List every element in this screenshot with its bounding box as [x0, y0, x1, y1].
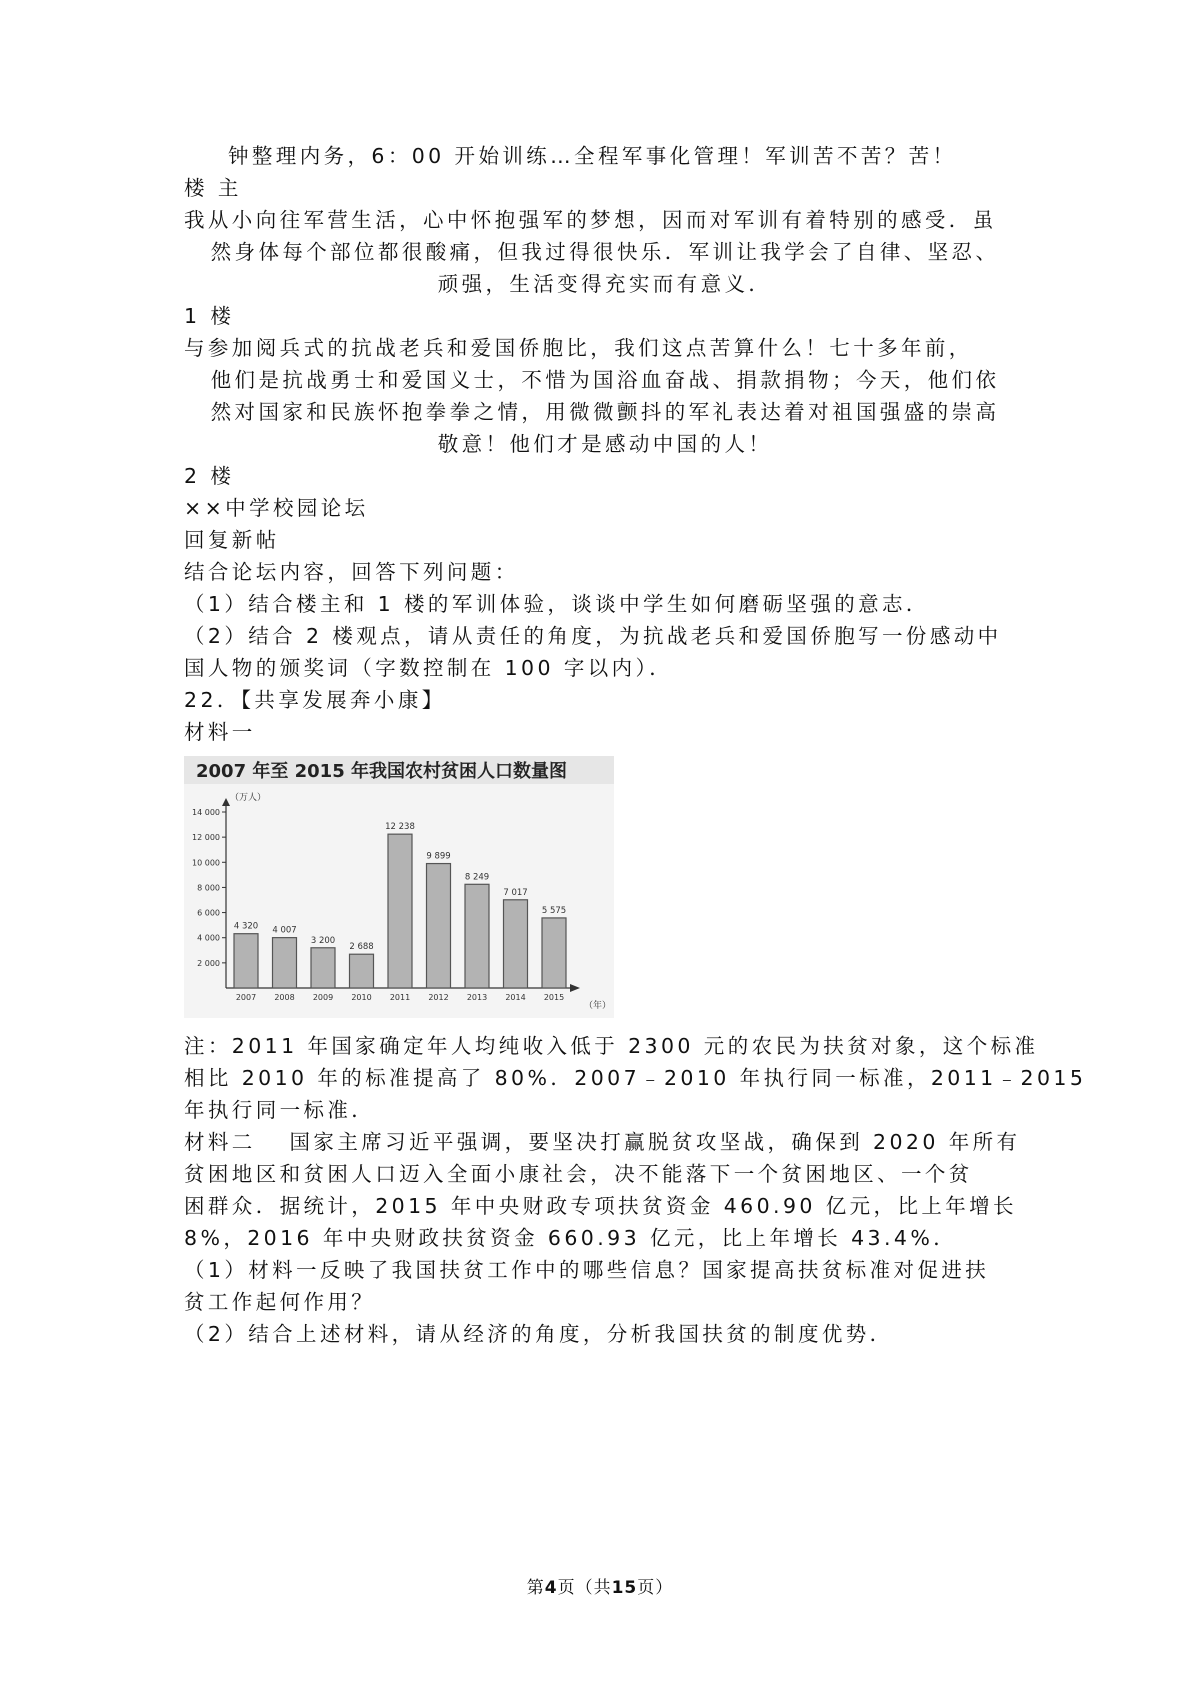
text-line: 与参加阅兵式的抗战老兵和爱国侨胞比，我们这点苦算什么！七十多年前，	[184, 336, 973, 360]
text-line: 回复新帖	[184, 528, 280, 552]
footer-total-pages: 15	[611, 1578, 638, 1598]
x-tick-label: 2011	[389, 993, 411, 1002]
page-footer	[0, 1573, 1200, 1598]
text-line: 注：2011 年国家确定年人均纯收入低于 2300 元的农民为扶贫对象，这个标准	[184, 1034, 1039, 1058]
text-line: （1）材料一反映了我国扶贫工作中的哪些信息？国家提高扶贫标准对促进扶	[184, 1258, 990, 1282]
bar-value-label: 9 899	[426, 851, 451, 862]
chart-xlabel: （年）	[584, 1001, 612, 1011]
text-line: 材料二 国家主席习近平强调，要坚决打赢脱贫攻坚战，确保到 2020 年所有	[184, 1130, 1021, 1154]
text-line: 楼 主	[184, 176, 242, 200]
text-line: 困群众．据统计，2015 年中央财政专项扶贫资金 460.90 亿元，比上年增长	[184, 1194, 1017, 1218]
text-line: （2）结合 2 楼观点，请从责任的角度，为抗战老兵和爱国侨胞写一份感动中	[184, 624, 1002, 648]
text-line: 材料一	[184, 720, 256, 744]
y-tick-label: 10 000	[192, 858, 220, 868]
text-block-material	[184, 1030, 1087, 1350]
text-line: 贫困地区和贫困人口迈入全面小康社会，决不能落下一个贫困地区、一个贫	[184, 1162, 973, 1186]
x-tick-label: 2007	[235, 993, 257, 1002]
x-tick-label: 2008	[274, 993, 295, 1002]
bar	[504, 900, 528, 988]
bar-value-label: 7 017	[503, 887, 528, 898]
y-tick-label: 14 000	[192, 808, 220, 817]
bar	[350, 954, 374, 988]
bar	[542, 918, 566, 988]
y-tick-label: 12 000	[192, 833, 220, 843]
bar-value-label: 3 200	[310, 935, 336, 946]
text-line: ××中学校园论坛	[184, 496, 369, 520]
bar-value-label: 12 238	[385, 822, 415, 833]
bar	[388, 834, 412, 988]
x-tick-label: 2014	[505, 993, 526, 1002]
text-line: 贫工作起何作用？	[184, 1290, 376, 1314]
text-line: 然对国家和民族怀抱拳拳之情，用微微颤抖的军礼表达着对祖国强盛的崇高	[210, 400, 1000, 424]
bar	[427, 864, 451, 988]
text-line: 敬意！他们才是感动中国的人！	[437, 432, 773, 456]
bar-value-label: 4 320	[233, 921, 259, 932]
bar-value-label: 2 688	[349, 942, 374, 953]
bar	[465, 884, 489, 988]
text-line: 8%，2016 年中央财政扶贫资金 660.93 亿元，比上年增长 43.4%．	[184, 1226, 958, 1250]
y-tick-label: 4 000	[197, 933, 220, 943]
bar-value-label: 8 249	[464, 872, 490, 883]
text-line: 国人物的颁奖词（字数控制在 100 字以内）．	[184, 656, 674, 680]
text-line: 22．【共享发展奔小康】	[184, 688, 446, 712]
bar	[311, 948, 335, 988]
chart-ylabel: （万人）	[230, 793, 267, 803]
page-content	[184, 140, 1087, 1350]
bar	[234, 934, 258, 988]
bar-value-label: 5 575	[541, 905, 567, 916]
text-line: 相比 2010 年的标准提高了 80%．2007﹣2010 年执行同一标准，2011﹣2015	[184, 1066, 1087, 1090]
text-line: 顽强，生活变得充实而有意义．	[437, 272, 773, 296]
text-line: 结合论坛内容，回答下列问题：	[184, 560, 519, 584]
footer-middle: 页（共	[557, 1578, 612, 1598]
text-line: 年执行同一标准．	[184, 1098, 376, 1122]
x-tick-label: 2009	[312, 993, 334, 1002]
footer-prefix: 第	[526, 1578, 545, 1598]
y-tick-label: 2 000	[197, 958, 220, 968]
text-line: 他们是抗战勇士和爱国义士，不惜为国浴血奋战、捐款捐物；今天，他们依	[210, 368, 1000, 392]
x-tick-label: 2012	[428, 993, 449, 1002]
bar-value-label: 4 007	[272, 925, 297, 936]
x-tick-label: 2010	[351, 993, 372, 1002]
footer-suffix: 页）	[637, 1578, 674, 1598]
x-tick-label: 2015	[543, 993, 565, 1002]
text-line: 然身体每个部位都很酸痛，但我过得很快乐．军训让我学会了自律、坚忍、	[210, 240, 1000, 264]
poverty-chart	[184, 756, 614, 1018]
chart-title: 2007 年至 2015 年我国农村贫困人口数量图	[196, 761, 567, 782]
y-tick-label: 6 000	[197, 908, 220, 918]
text-line: 2 楼	[184, 464, 235, 488]
text-line: （1）结合楼主和 1 楼的军训体验，谈谈中学生如何磨砺坚强的意志．	[184, 592, 930, 616]
text-line: 我从小向往军营生活，心中怀抱强军的梦想，因而对军训有着特别的感受．虽	[184, 208, 997, 232]
y-tick-label: 8 000	[197, 883, 220, 893]
footer-page-number: 4	[544, 1578, 558, 1598]
text-line: 1 楼	[184, 304, 235, 328]
bar	[273, 938, 297, 988]
text-block-forum	[184, 140, 1026, 748]
poverty-chart-svg	[184, 756, 614, 1018]
text-line: 钟整理内务，6：00 开始训练…全程军事化管理！军训苦不苦？苦！	[228, 144, 957, 168]
x-tick-label: 2013	[466, 993, 488, 1002]
text-line: （2）结合上述材料，请从经济的角度，分析我国扶贫的制度优势．	[184, 1322, 894, 1346]
